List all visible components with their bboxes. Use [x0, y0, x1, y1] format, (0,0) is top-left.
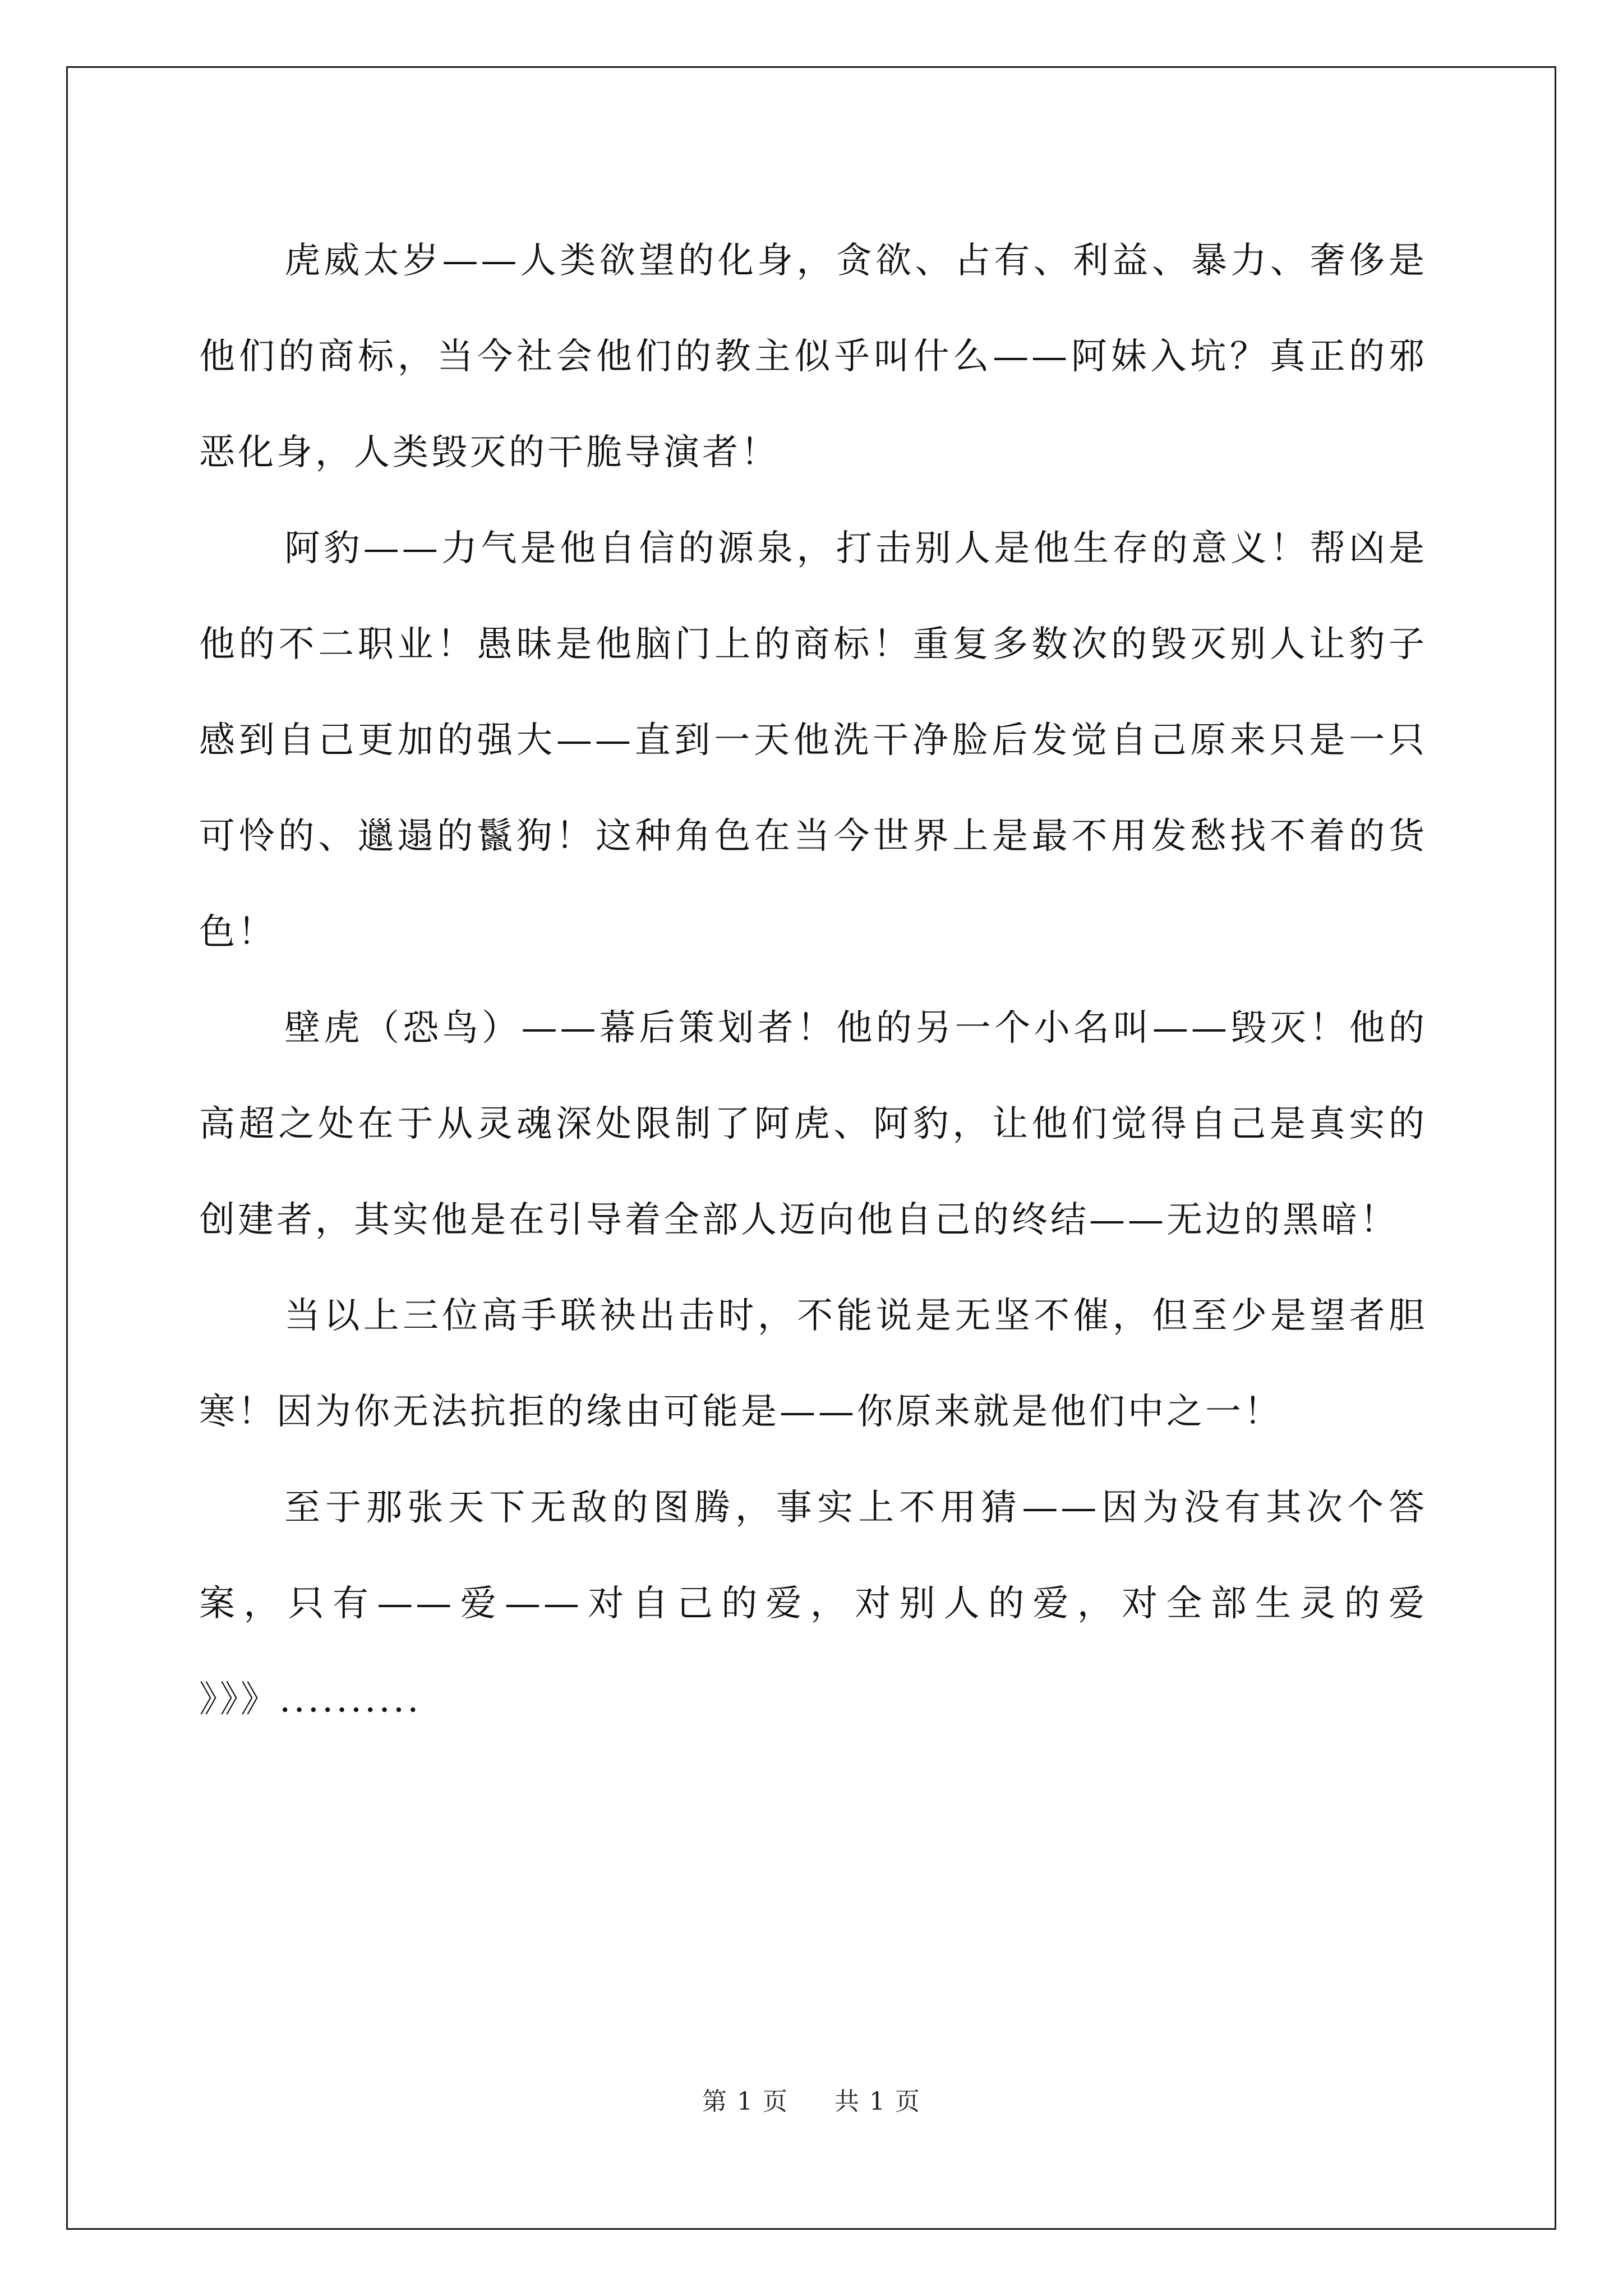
paragraph-2: 阿豹——力气是他自信的源泉，打击别人是他生存的意义！帮凶是他的不二职业！愚昧是他脑门上的商标！重复多数次的毁灭别人让豹子感到自己更加的强大——直到一天他洗干净脸后发觉自己原来只是一只可怜的、邋遢的鬣狗！这种角色在当今世界上是最不用发愁找不着的货色！ — [199, 528, 1427, 953]
page-footer — [0, 2081, 1623, 2117]
paragraph-1: 虎威太岁——人类欲望的化身，贪欲、占有、利益、暴力、奢侈是他们的商标，当今社会他们的教主似乎叫什么——阿妹入坑？真正的邪恶化身，人类毁灭的干脆导演者！ — [199, 240, 1427, 473]
paragraph-5: 至于那张天下无敌的图腾，事实上不用猜——因为没有其次个答案，只有——爱——对自己的爱，对别人的爱，对全部生灵的爱 》》》.......... — [199, 1487, 1427, 1720]
paragraph-4: 当以上三位高手联袂出击时，不能说是无坚不催，但至少是望者胆寒！因为你无法抗拒的缘由可能是——你原来就是他们中之一！ — [199, 1295, 1427, 1433]
paragraph-3: 壁虎（恐鸟）——幕后策划者！他的另一个小名叫——毁灭！他的高超之处在于从灵魂深处限制了阿虎、阿豹，让他们觉得自己是真实的创建者，其实他是在引导着全部人迈向他自己的终结——无边的黑暗！ — [199, 1007, 1427, 1241]
page-total: 共 1 页 — [834, 2087, 921, 2116]
page-number: 第 1 页 — [702, 2087, 789, 2116]
document-body — [199, 213, 1427, 1748]
